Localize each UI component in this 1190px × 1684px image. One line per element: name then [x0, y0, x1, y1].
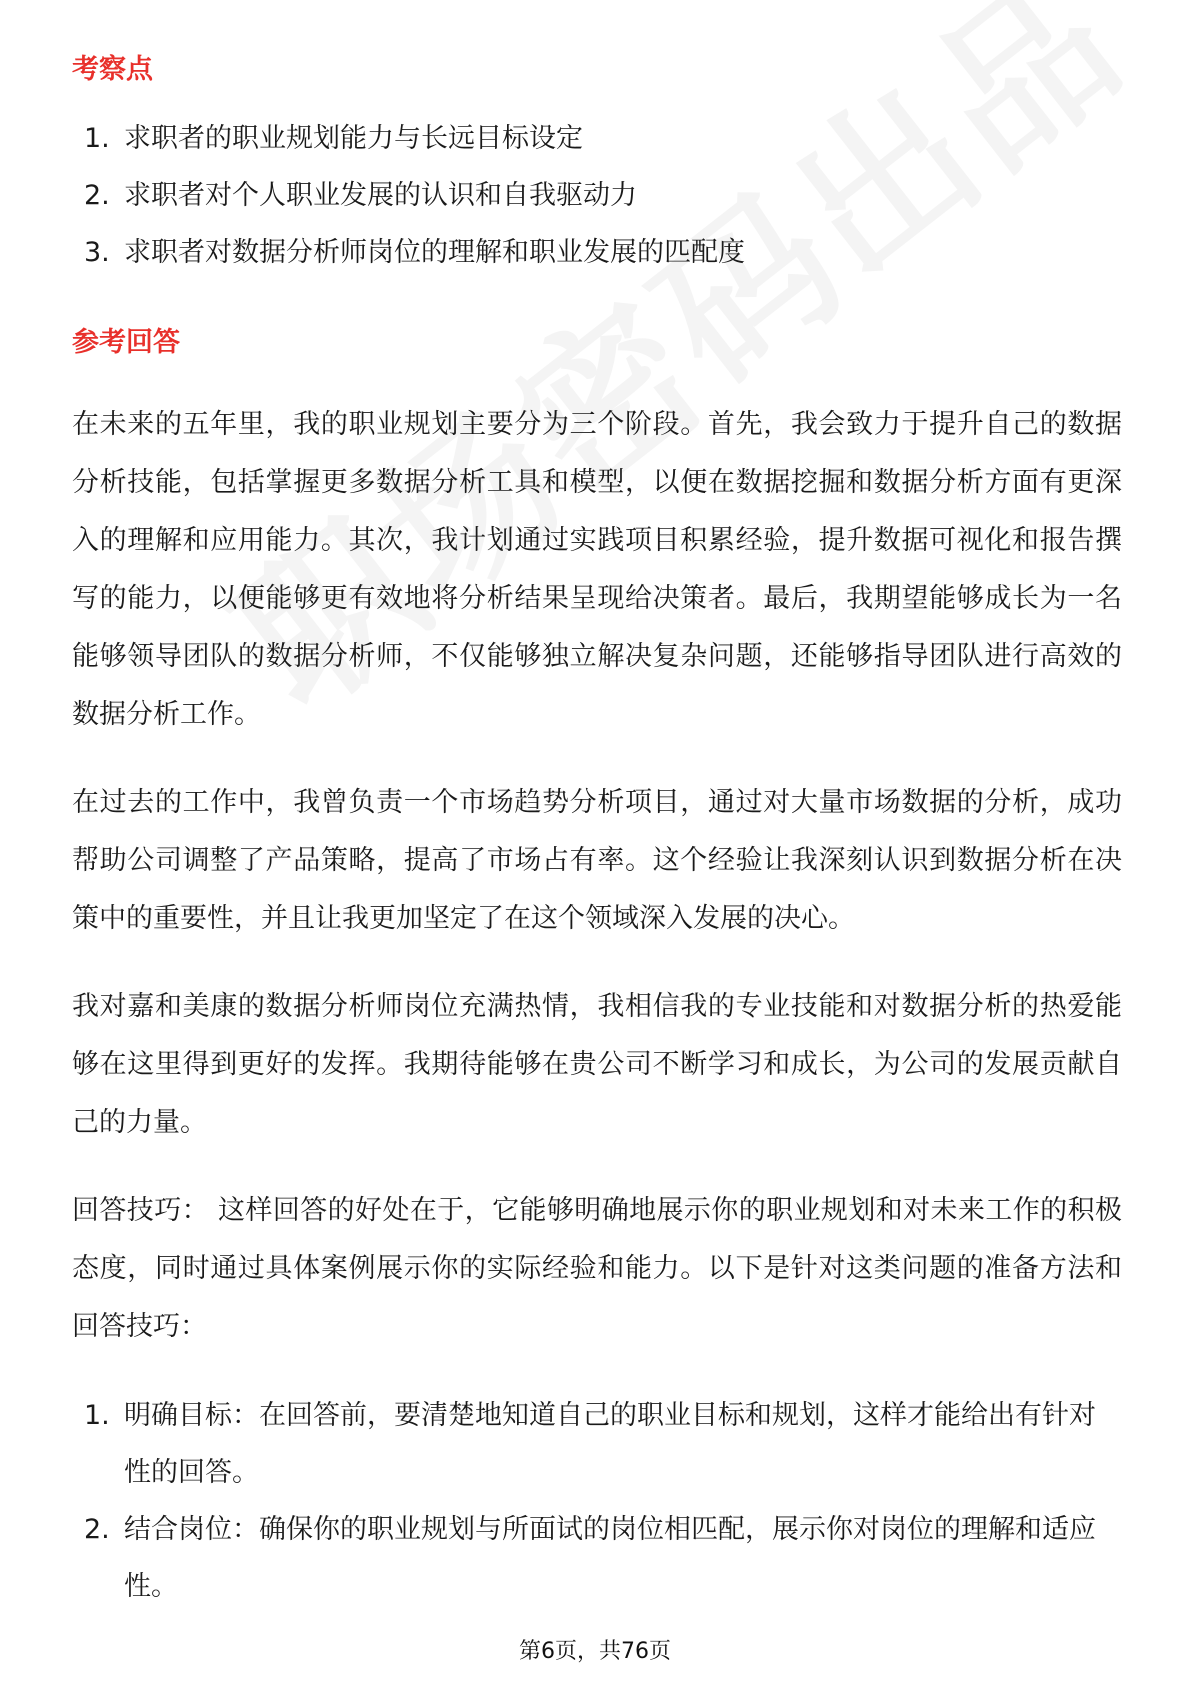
answer-paragraph-experience: 在过去的工作中，我曾负责一个市场趋势分析项目，通过对大量市场数据的分析，成功帮助公司调整了产品策略，提高了市场占有率。这个经验让我深刻认识到数据分析在决策中的重要性，并且让我更加坚定了在这个领域深入发展的决心。	[72, 786, 1122, 934]
list-item	[72, 224, 1122, 281]
list-number: 3.	[84, 237, 110, 269]
list-number: 1.	[84, 123, 110, 155]
list-item	[72, 167, 1122, 224]
page-number-footer: 第6页，共76页	[519, 1639, 671, 1664]
list-item-text: 明确目标：在回答前，要清楚地知道自己的职业目标和规划，这样才能给出有针对性的回答。	[124, 1399, 1096, 1488]
answer-paragraph-plan: 在未来的五年里，我的职业规划主要分为三个阶段。首先，我会致力于提升自己的数据分析技能，包括掌握更多数据分析工具和模型，以便在数据挖掘和数据分析方面有更深入的理解和应用能力。其次，我计划通过实践项目积累经验，提升数据可视化和报告撰写的能力，以便能够更有效地将分析结果呈现给决策者。最后，我期望能够成长为一名能够领导团队的数据分析师，不仅能够独立解决复杂问题，还能够指导团队进行高效的数据分析工作。	[72, 408, 1122, 730]
list-item-text: 求职者的职业规划能力与长远目标设定	[124, 123, 583, 155]
section-title-reference-answer: 参考回答	[72, 327, 180, 359]
assessment-list	[72, 110, 1122, 281]
list-item-text: 求职者对数据分析师岗位的理解和职业发展的匹配度	[124, 237, 745, 269]
section-title-assessment: 考察点	[72, 54, 153, 85]
tips-list	[72, 1387, 1122, 1615]
list-item	[72, 110, 1122, 167]
list-item	[72, 1387, 1122, 1501]
list-item-text: 求职者对个人职业发展的认识和自我驱动力	[124, 180, 637, 212]
answer-tips-intro: 回答技巧： 这样回答的好处在于，它能够明确地展示你的职业规划和对未来工作的积极态度，同时通过具体案例展示你的实际经验和能力。以下是针对这类问题的准备方法和回答技巧：	[72, 1194, 1122, 1342]
list-number: 2.	[84, 180, 110, 212]
list-number: 2.	[84, 1513, 110, 1545]
document-page	[72, 44, 1122, 1615]
list-item-text: 结合岗位：确保你的职业规划与所面试的岗位相匹配，展示你对岗位的理解和适应性。	[124, 1513, 1096, 1602]
list-number: 1.	[84, 1399, 110, 1431]
list-item	[72, 1501, 1122, 1615]
answer-paragraph-motivation: 我对嘉和美康的数据分析师岗位充满热情，我相信我的专业技能和对数据分析的热爱能够在这里得到更好的发挥。我期待能够在贵公司不断学习和成长，为公司的发展贡献自己的力量。	[72, 990, 1122, 1138]
